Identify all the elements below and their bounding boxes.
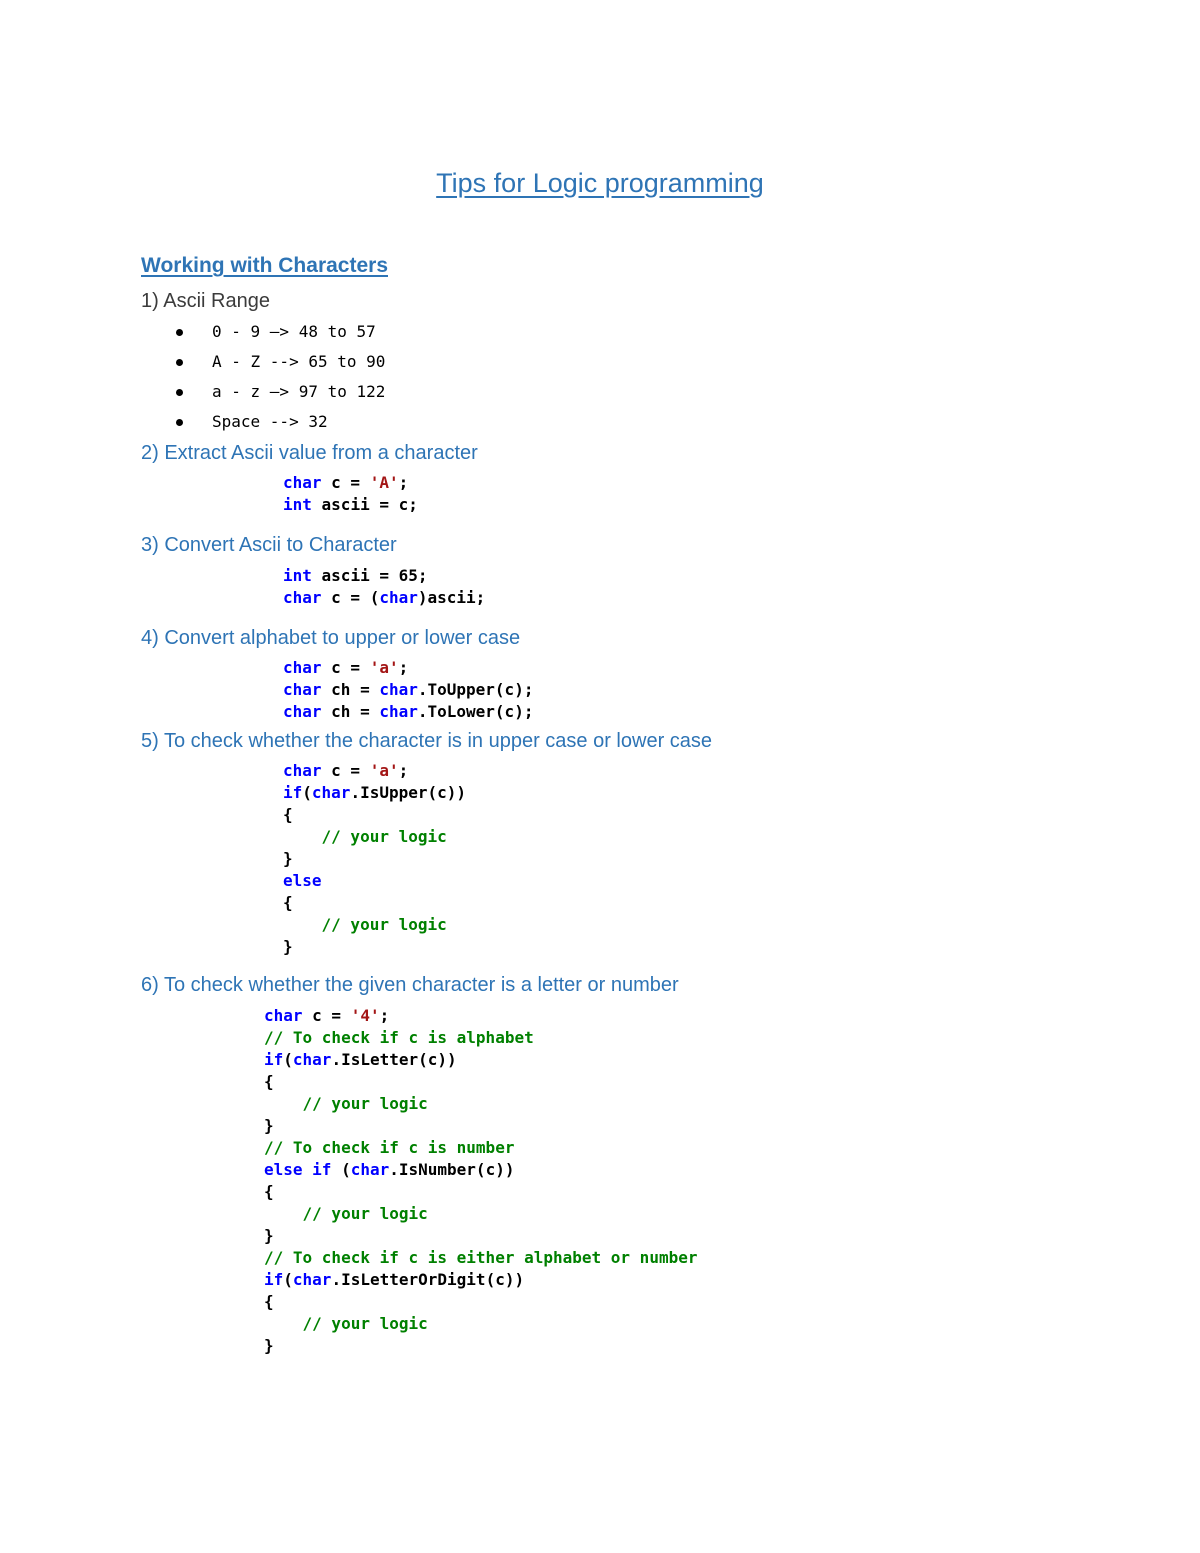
code-token: char	[283, 680, 322, 699]
code-token: c =	[321, 761, 370, 780]
code-token: int	[283, 566, 312, 585]
bullet-icon	[176, 359, 183, 366]
code-line	[283, 782, 466, 804]
bullet-icon	[176, 329, 183, 336]
code-token: if	[264, 1270, 284, 1289]
code-token: c =	[302, 1006, 351, 1025]
item-heading-2: 2) Extract Ascii value from a character	[141, 442, 478, 464]
code-token: char	[379, 702, 418, 721]
code-line	[264, 1313, 428, 1335]
code-line	[264, 1027, 534, 1049]
code-token: char	[379, 588, 418, 607]
code-token: {	[283, 893, 293, 912]
code-line	[283, 760, 408, 782]
code-token: (	[331, 1160, 351, 1179]
code-line	[283, 587, 485, 609]
code-line	[264, 1225, 274, 1247]
code-token: // your logic	[283, 827, 447, 846]
code-token: .IsLetter(c))	[331, 1050, 457, 1069]
code-token: }	[283, 849, 293, 868]
code-token: ch =	[321, 680, 380, 699]
code-token: char	[292, 1050, 332, 1069]
item-heading-3: 3) Convert Ascii to Character	[141, 534, 397, 556]
code-token: .IsUpper(c))	[350, 783, 467, 802]
ascii-range-list	[170, 322, 386, 431]
code-token: char	[350, 1160, 390, 1179]
list-item: a - z –> 97 to 122	[170, 382, 188, 402]
code-line	[283, 804, 293, 826]
code-line	[264, 1269, 524, 1291]
code-line	[283, 936, 293, 958]
code-token: int	[283, 495, 312, 514]
bullet-icon	[176, 389, 183, 396]
item-heading-4: 4) Convert alphabet to upper or lower case	[141, 627, 521, 649]
code-token: {	[264, 1072, 274, 1091]
code-line	[264, 1137, 514, 1159]
code-token: char	[283, 702, 322, 721]
code-token: 'a'	[369, 761, 399, 780]
code-token: else if	[264, 1160, 332, 1179]
code-line	[283, 494, 418, 516]
code-token: char	[264, 1006, 303, 1025]
code-token: c =	[321, 658, 370, 677]
code-token: (	[283, 1270, 293, 1289]
code-token: }	[264, 1226, 274, 1245]
code-token: if	[283, 783, 303, 802]
code-line	[283, 826, 447, 848]
code-token: if	[264, 1050, 284, 1069]
code-token: // To check if c is alphabet	[264, 1028, 534, 1047]
code-line	[264, 1291, 274, 1313]
code-token: char	[283, 761, 322, 780]
code-token: ascii = c;	[311, 495, 418, 514]
code-line	[283, 657, 408, 679]
section-heading: Working with Characters	[141, 254, 388, 277]
code-line	[283, 870, 322, 892]
item-heading-1: 1) Ascii Range	[141, 290, 270, 312]
code-line	[264, 1005, 389, 1027]
code-line	[283, 848, 293, 870]
code-token: char	[292, 1270, 332, 1289]
code-token: ;	[398, 658, 409, 677]
code-token: char	[283, 588, 322, 607]
code-token: char	[283, 473, 322, 492]
code-line	[264, 1093, 428, 1115]
code-token: {	[283, 805, 293, 824]
code-line	[264, 1159, 514, 1181]
code-line	[264, 1049, 457, 1071]
code-token: (	[302, 783, 312, 802]
bullet-icon	[176, 419, 183, 426]
code-token: .IsLetterOrDigit(c))	[331, 1270, 525, 1289]
code-token: {	[264, 1292, 274, 1311]
code-line	[283, 472, 408, 494]
code-token: )ascii;	[417, 588, 486, 607]
code-line	[264, 1181, 274, 1203]
code-token: ch =	[321, 702, 380, 721]
code-token: else	[283, 871, 322, 890]
list-item: 0 - 9 –> 48 to 57	[170, 322, 188, 342]
code-token: 'A'	[369, 473, 399, 492]
code-line	[264, 1247, 697, 1269]
code-token: char	[379, 680, 418, 699]
code-token: char	[311, 783, 351, 802]
code-line	[283, 701, 533, 723]
code-token: .IsNumber(c))	[389, 1160, 515, 1179]
code-token: .ToLower(c);	[417, 702, 534, 721]
code-token: c = (	[321, 588, 380, 607]
code-line	[283, 892, 293, 914]
code-token: }	[264, 1336, 274, 1355]
code-token: ;	[398, 473, 409, 492]
code-line	[264, 1115, 274, 1137]
code-token: // To check if c is number	[264, 1138, 515, 1157]
code-token: ;	[398, 761, 409, 780]
code-token: // your logic	[283, 915, 447, 934]
code-token: {	[264, 1182, 274, 1201]
code-line	[264, 1335, 274, 1357]
code-token: // your logic	[264, 1314, 428, 1333]
code-line	[264, 1203, 428, 1225]
code-token: // your logic	[264, 1204, 428, 1223]
code-line	[264, 1071, 274, 1093]
page-title: Tips for Logic programming	[436, 168, 764, 198]
code-token: }	[264, 1116, 274, 1135]
code-token: c =	[321, 473, 370, 492]
code-line	[283, 565, 428, 587]
code-token: }	[283, 937, 293, 956]
code-token: .ToUpper(c);	[417, 680, 534, 699]
item-heading-5: 5) To check whether the character is in upper case or lower case	[141, 730, 713, 752]
code-line	[283, 679, 533, 701]
code-token: ;	[379, 1006, 390, 1025]
code-token: (	[283, 1050, 293, 1069]
list-item: A - Z --> 65 to 90	[170, 352, 188, 372]
code-token: char	[283, 658, 322, 677]
code-line	[283, 914, 447, 936]
code-token: 'a'	[369, 658, 399, 677]
code-token: // To check if c is either alphabet or number	[264, 1248, 698, 1267]
list-item: Space --> 32	[170, 412, 188, 432]
code-token: '4'	[350, 1006, 380, 1025]
code-token: ascii = 65;	[311, 566, 428, 585]
code-token: // your logic	[264, 1094, 428, 1113]
item-heading-6: 6) To check whether the given character is a letter or number	[141, 974, 679, 996]
